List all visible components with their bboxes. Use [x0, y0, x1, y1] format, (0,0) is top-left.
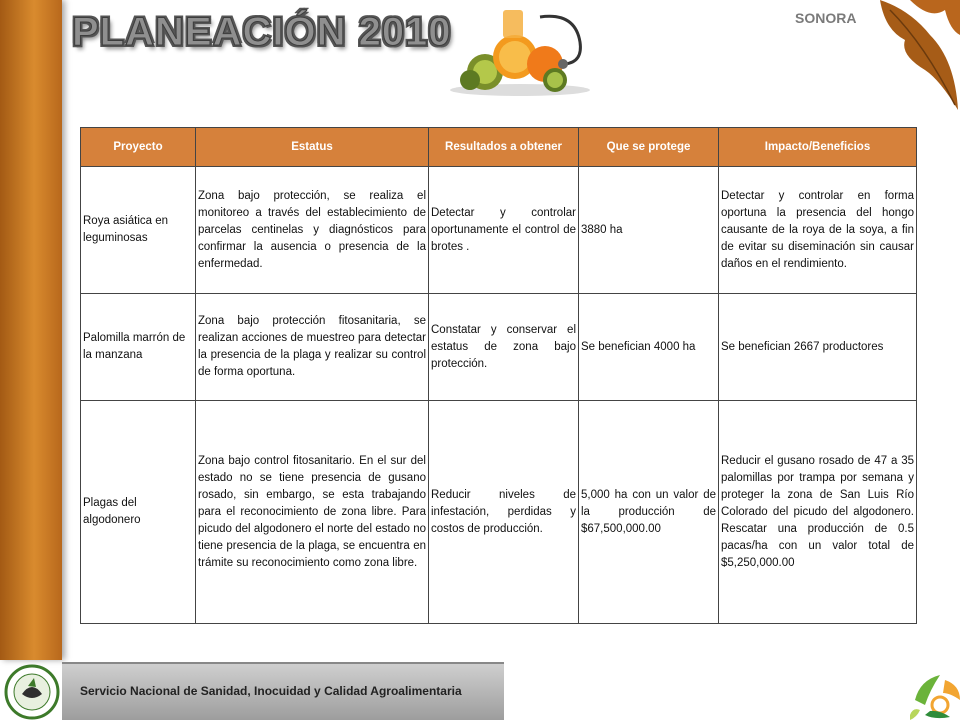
planning-table — [80, 127, 917, 624]
table-row — [81, 294, 917, 401]
leaf-icon — [870, 0, 960, 120]
cell-protects: Se benefician 4000 ha — [579, 294, 719, 401]
fruit-stethoscope-icon — [445, 2, 595, 97]
cell-impact: Reducir el gusano rosado de 47 a 35 palomillas por trampa por semana y proteger la zona de San Luis Río Colorado del picudo del algodonero. Rescatar una producción de 0.5 pacas/ha con un valor total de $5,250,000.00 — [719, 401, 917, 624]
column-header-protects: Que se protege — [579, 128, 719, 167]
cell-protects: 3880 ha — [579, 167, 719, 294]
cell-results: Reducir niveles de infestación, perdidas y costos de producción. — [429, 401, 579, 624]
cell-impact: Se benefician 2667 productores — [719, 294, 917, 401]
cell-project: Plagas del algodonero — [81, 401, 196, 624]
cell-project: Roya asiática en leguminosas — [81, 167, 196, 294]
agency-logo-icon — [2, 660, 60, 720]
table-row — [81, 167, 917, 294]
cell-impact: Detectar y controlar en forma oportuna la presencia del hongo causante de la roya de la soya, a fin de evitar su diseminación sin causar daños en el rendimiento. — [719, 167, 917, 294]
column-header-status: Estatus — [196, 128, 429, 167]
cell-results: Detectar y controlar oportunamente el control de brotes . — [429, 167, 579, 294]
cell-results: Constatar y conservar el estatus de zona bajo protección. — [429, 294, 579, 401]
page-title: PLANEACIÓN 2010 — [72, 10, 452, 54]
cell-status: Zona bajo control fitosanitario. En el sur del estado no se tiene presencia de gusano rosado, sin embargo, se esta trabajando para el reconocimiento de zona libre. Para picudo del algodonero el norte del estado no tiene presencia de la plaga, se encuentra en trámite su reconocimiento como zona libre. — [196, 401, 429, 624]
cell-protects: 5,000 ha con un valor de la producción de $67,500,000.00 — [579, 401, 719, 624]
cell-status: Zona bajo protección, se realiza el monitoreo a través del establecimiento de parcelas centinelas y diagnósticos para confirmar la ausencia o presencia de la enfermedad. — [196, 167, 429, 294]
corner-logo-icon — [905, 665, 960, 720]
table-row — [81, 401, 917, 624]
table-header-row — [81, 128, 917, 167]
footer-agency-name: Servicio Nacional de Sanidad, Inocuidad y Calidad Agroalimentaria — [80, 684, 462, 698]
left-decorative-bar — [0, 0, 62, 660]
cell-project: Palomilla marrón de la manzana — [81, 294, 196, 401]
column-header-project: Proyecto — [81, 128, 196, 167]
state-label: SONORA — [795, 10, 857, 26]
column-header-impact: Impacto/Beneficios — [719, 128, 917, 167]
column-header-results: Resultados a obtener — [429, 128, 579, 167]
cell-status: Zona bajo protección fitosanitaria, se realizan acciones de muestreo para detectar la presencia de la plaga y realizar su control de forma oportuna. — [196, 294, 429, 401]
